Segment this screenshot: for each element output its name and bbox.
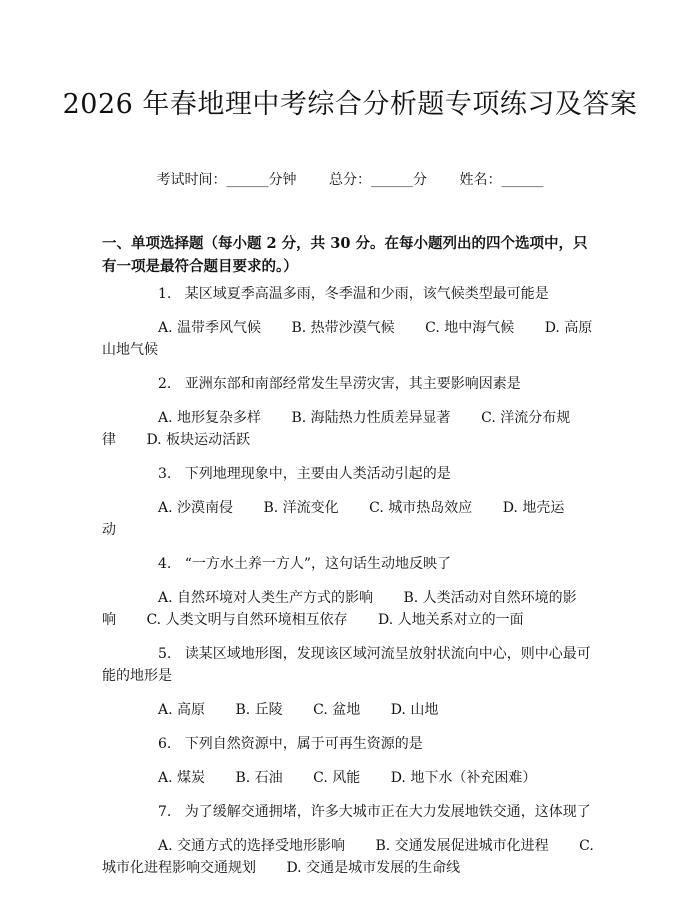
question-item — [102, 553, 600, 631]
question-text: 下列地理现象中，主要由人类活动引起的是 — [184, 466, 451, 482]
answer-option[interactable]: A. 煤炭 — [158, 770, 206, 786]
question-number: 5. — [158, 646, 172, 662]
question-stem — [102, 373, 600, 395]
total-score-field: 总分：______分 — [329, 172, 427, 188]
question-list — [102, 283, 600, 891]
question-number: 1. — [158, 286, 172, 302]
question-stem — [102, 643, 600, 687]
question-item — [102, 463, 600, 541]
answer-options — [102, 699, 600, 721]
answer-option[interactable]: B. 石油 — [235, 770, 283, 786]
answer-options — [102, 587, 600, 631]
question-number: 4. — [158, 556, 172, 572]
answer-option[interactable]: B. 洋流变化 — [263, 500, 339, 516]
question-stem — [102, 553, 600, 575]
question-stem — [102, 733, 600, 755]
name-field: 姓名：______ — [459, 172, 544, 188]
answer-option[interactable]: B. 人类活动对自然环境的影响 — [102, 590, 577, 628]
answer-option[interactable]: C. 洋流分布规律 — [102, 410, 571, 448]
question-stem — [102, 801, 600, 823]
answer-option[interactable]: C. 盆地 — [313, 702, 361, 718]
question-item — [102, 801, 600, 879]
answer-option[interactable]: C. 风能 — [313, 770, 361, 786]
answer-option[interactable]: A. 交通方式的选择受地形影响 — [158, 838, 346, 854]
answer-option[interactable]: D. 交通是城市发展的生命线 — [286, 860, 461, 876]
question-text: 亚洲东部和南部经常发生旱涝灾害，其主要影响因素是 — [184, 376, 521, 392]
exam-time-field: 考试时间：______分钟 — [156, 172, 297, 188]
answer-options — [102, 407, 600, 451]
question-stem — [102, 283, 600, 305]
answer-option[interactable]: D. 高原山地气候 — [102, 320, 593, 358]
answer-options — [102, 767, 600, 789]
question-text: 某区域夏季高温多雨，冬季温和少雨，该气候类型最可能是 — [184, 286, 549, 302]
page-title: 2026 年春地理中考综合分析题专项练习及答案 — [62, 89, 638, 120]
question-number: 3. — [158, 466, 172, 482]
question-item — [102, 373, 600, 451]
answer-option[interactable]: A. 地形复杂多样 — [158, 410, 262, 426]
question-item — [102, 643, 600, 721]
answer-option[interactable]: B. 热带沙漠气候 — [291, 320, 395, 336]
answer-options — [102, 835, 600, 879]
answer-option[interactable]: D. 地壳运动 — [102, 500, 565, 538]
answer-option[interactable]: C. 城市化进程影响交通规划 — [102, 838, 594, 876]
question-number: 7. — [158, 804, 172, 820]
answer-option[interactable]: C. 地中海气候 — [425, 320, 515, 336]
question-item — [102, 283, 600, 361]
answer-option[interactable]: D. 人地关系对立的一面 — [378, 612, 524, 628]
question-text: “一方水土养一方人”，这句话生动地反映了 — [184, 556, 452, 572]
question-text: 下列自然资源中，属于可再生资源的是 — [184, 736, 423, 752]
question-number: 6. — [158, 736, 172, 752]
answer-option[interactable]: A. 高原 — [158, 702, 206, 718]
question-stem — [102, 463, 600, 485]
question-text: 读某区域地形图，发现该区域河流呈放射状流向中心，则中心最可能的地形是 — [102, 646, 591, 684]
answer-option[interactable]: A. 温带季风气候 — [158, 320, 262, 336]
exam-info — [0, 170, 700, 190]
answer-option[interactable]: D. 山地 — [390, 702, 439, 718]
answer-options — [102, 497, 600, 541]
answer-option[interactable]: D. 板块运动活跃 — [146, 432, 251, 448]
answer-option[interactable]: B. 海陆热力性质差异显著 — [291, 410, 451, 426]
answer-option[interactable]: C. 人类文明与自然环境相互依存 — [146, 612, 348, 628]
question-number: 2. — [158, 376, 172, 392]
answer-options — [102, 317, 600, 361]
answer-option[interactable]: D. 地下水（补充困难） — [390, 770, 537, 786]
answer-option[interactable]: C. 城市热岛效应 — [369, 500, 473, 516]
answer-option[interactable]: A. 沙漠南侵 — [158, 500, 234, 516]
question-item — [102, 733, 600, 789]
question-text: 为了缓解交通拥堵，许多大城市正在大力发展地铁交通，这体现了 — [184, 804, 591, 820]
section-heading: 一、单项选择题（每小题 2 分，共 30 分。在每小题列出的四个选项中，只有一项是最符合题目要求的。） — [102, 235, 588, 275]
answer-option[interactable]: A. 自然环境对人类生产方式的影响 — [158, 590, 374, 606]
answer-option[interactable]: B. 交通发展促进城市化进程 — [375, 838, 549, 854]
answer-option[interactable]: B. 丘陵 — [235, 702, 283, 718]
